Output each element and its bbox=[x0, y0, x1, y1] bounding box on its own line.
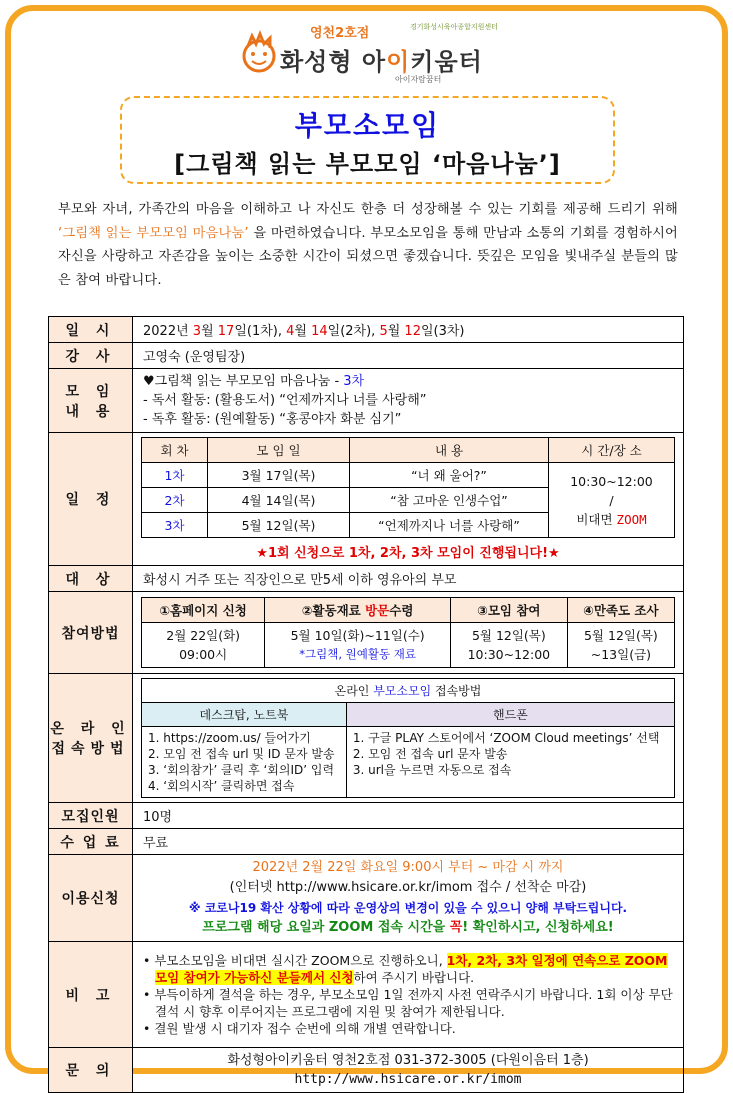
row-label: 모집인원 bbox=[49, 803, 133, 829]
desktop-steps: 1. https://zoom.us/ 들어가기 2. 모임 전 접속 url 및 ID 문자 발송 3. ‘회의참가’ 클릭 후 ‘회의ID’ 입력 4. ‘회의시작’ 클릭하면 접속 bbox=[142, 727, 347, 798]
step-header: ②활동재료 방문수령 bbox=[265, 598, 451, 623]
row-target bbox=[49, 566, 684, 592]
intro-paragraph: 부모와 자녀, 가족간의 마음을 이해하고 나 자신도 한층 더 성장해볼 수 있는 기회를 제공해 드리기 위해 ‘그림책 읽는 부모모임 마음나눔’ 을 마련하였습니다. 부모소모임을 통해 만남과 소통의 기회를 경험하시어 자신을 사랑하고 자존감을 높이는 소중한 시간이 되셨으면 좋겠습니다. 뜻깊은 모임을 빛내주실 분들의 많은 참여 바랍니다. bbox=[58, 202, 678, 288]
row-capacity bbox=[49, 803, 684, 829]
row-label: 강 사 bbox=[49, 343, 133, 369]
row-label: 대 상 bbox=[49, 566, 133, 592]
fee-value: 무료 bbox=[133, 829, 684, 855]
row-label: 일 정 bbox=[49, 433, 133, 566]
row-label: 온 라 인 접속방법 bbox=[49, 674, 133, 803]
capacity-value: 10명 bbox=[133, 803, 684, 829]
row-fee bbox=[49, 829, 684, 855]
contact-value: 화성형아이키움터 영천2호점 031-372-3005 (다원이음터 1층) http://www.hsicare.or.kr/imom bbox=[133, 1048, 684, 1093]
online-title: 온라인 부모소모임 접속방법 bbox=[142, 679, 675, 703]
row-remarks bbox=[49, 942, 684, 1048]
schedule-cell bbox=[133, 433, 684, 566]
online-table bbox=[141, 678, 675, 798]
row-label: 참여방법 bbox=[49, 592, 133, 674]
join-cell bbox=[133, 592, 684, 674]
column-header: 내 용 bbox=[350, 438, 549, 463]
column-header: 회 차 bbox=[142, 438, 208, 463]
content-value: ♥그림책 읽는 부모모임 마음나눔 - 3차 - 독서 활동: (활용도서) “언제까지나 너를 사랑해” - 독후 활동: (원예활동) “홍콩야자 화분 심기” bbox=[133, 369, 684, 433]
page-title: 부모소모임 bbox=[294, 109, 441, 142]
phone-header: 핸드폰 bbox=[346, 703, 674, 727]
page-subtitle: [그림책 읽는 부모모임 ‘마음나눔’] bbox=[174, 150, 561, 178]
row-instructor bbox=[49, 343, 684, 369]
logo-tagline: 아이자람꿈터 bbox=[395, 75, 442, 84]
logo-sponsor: 경기화성시육아종합지원센터 bbox=[410, 23, 498, 31]
instructor-value: 고영숙 (운영팀장) bbox=[133, 343, 684, 369]
table-row: 2월 22일(화) 09:00시 5월 10일(화)~11일(수) *그림책, 원예활동 재료 5월 12일(목) 10:30~12:00 5월 12일(목) ~13일(금) bbox=[142, 623, 675, 668]
column-header: 모 임 일 bbox=[208, 438, 350, 463]
table-row: 2차 4월 14일(목) “참 고마운 인생수업” bbox=[142, 488, 675, 513]
table-row: 1차 3월 17일(목) “너 왜 울어?” 10:30~12:00 / 비대면 ZOOM bbox=[142, 463, 675, 488]
info-table bbox=[48, 316, 684, 1093]
phone-steps: 1. 구글 PLAY 스토어에서 ‘ZOOM Cloud meetings’ 선택 2. 모임 전 접속 url 문자 발송 3. url을 누르면 자동으로 접속 bbox=[346, 727, 674, 798]
row-label: 수 업 료 bbox=[49, 829, 133, 855]
row-join bbox=[49, 592, 684, 674]
step-header: ④만족도 조사 bbox=[567, 598, 674, 623]
row-label: 비 고 bbox=[49, 942, 133, 1048]
apply-value: 2022년 2월 22일 화요일 9:00시 부터 ~ 마감 시 까지 (인터넷 http://www.hsicare.or.kr/imom 접수 / 선착순 마감) ※ 코로나19 확산 상황에 따라 운영상의 변경이 있을 수 있으니 양해 부탁드립니다. 프로그램 해당 요일과 ZOOM 접속 시간을 꼭! 확인하시고, 신청하세요! bbox=[133, 855, 684, 942]
row-label: 모 임 내 용 bbox=[49, 369, 133, 433]
online-cell bbox=[133, 674, 684, 803]
row-label: 일 시 bbox=[49, 317, 133, 343]
row-contact bbox=[49, 1048, 684, 1093]
step-header: ①홈페이지 신청 bbox=[142, 598, 265, 623]
row-date bbox=[49, 317, 684, 343]
child-face-icon bbox=[240, 32, 278, 74]
remarks-value: • 부모소모임을 비대면 실시간 ZOOM으로 진행하오니, 1차, 2차, 3차 일정에 연속으로 ZOOM 모임 참여가 가능하신 분들께서 신청하여 주시기 바랍니다. • 부득이하게 결석을 하는 경우, 부모소모임 1일 전까지 사전 연락주시기 바랍니다. 1회 이상 무단결석 시 향후 이루어지는 프로그램에 지원 및 참여가 제한됩니다. • 결원 발생 시 대기자 접수 순번에 의해 개별 연락합니다. bbox=[133, 942, 684, 1048]
row-online bbox=[49, 674, 684, 803]
date-value: 2022년 3월 17일(1차), 4월 14일(2차), 5월 12일(3차) bbox=[133, 317, 684, 343]
row-label: 이용신청 bbox=[49, 855, 133, 942]
logo-branch: 영천2호점 bbox=[310, 26, 370, 41]
column-header: 시 간/장 소 bbox=[549, 438, 675, 463]
desktop-header: 데스크탑, 노트북 bbox=[142, 703, 347, 727]
time-place: 10:30~12:00 / 비대면 ZOOM bbox=[549, 463, 675, 538]
title-box bbox=[120, 96, 615, 184]
join-table bbox=[141, 597, 675, 668]
row-label: 문 의 bbox=[49, 1048, 133, 1093]
row-content bbox=[49, 369, 684, 433]
row-schedule bbox=[49, 433, 684, 566]
schedule-note: ★1회 신청으로 1차, 2차, 3차 모임이 진행됩니다!★ bbox=[256, 546, 560, 561]
target-value: 화성시 거주 또는 직장인으로 만5세 이하 영유아의 부모 bbox=[133, 566, 684, 592]
table-row: 3차 5월 12일(목) “언제까지나 너를 사랑해” bbox=[142, 513, 675, 538]
schedule-table bbox=[141, 437, 675, 538]
logo bbox=[240, 18, 510, 90]
logo-name: 화성형 아이키움터 bbox=[280, 48, 483, 76]
row-apply bbox=[49, 855, 684, 942]
step-header: ③모임 참여 bbox=[450, 598, 567, 623]
